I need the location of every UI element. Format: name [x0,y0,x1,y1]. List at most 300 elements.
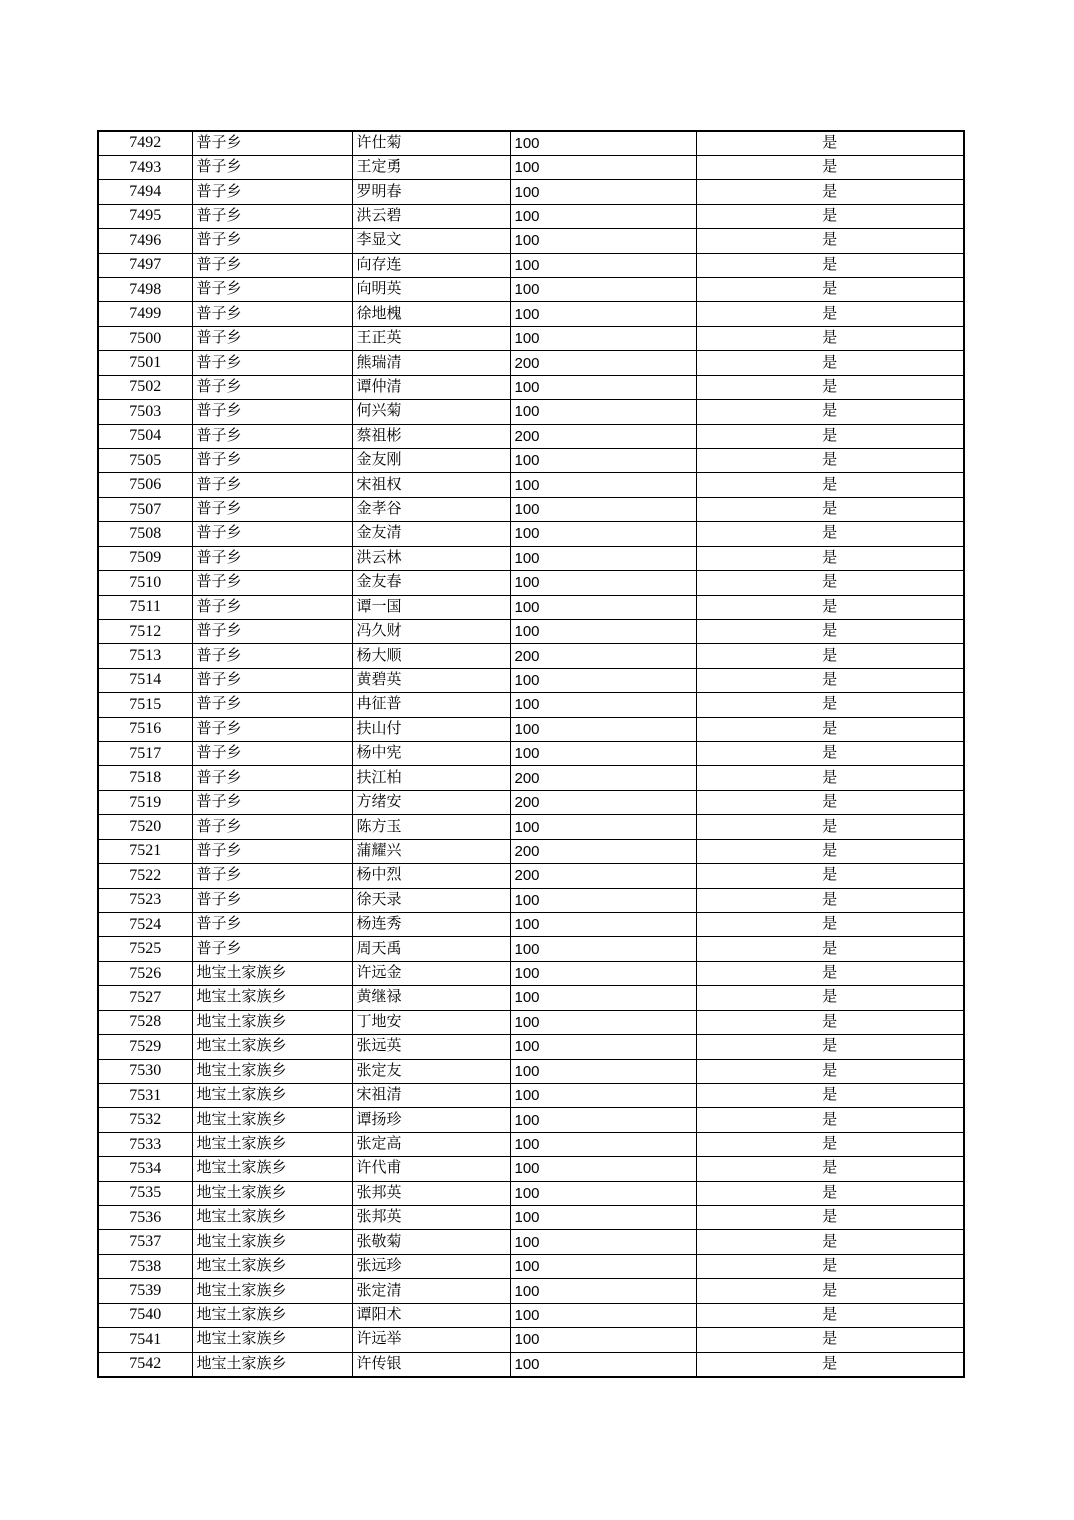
table-row [98,888,964,912]
confirmed-flag-cell: 是 [696,619,964,643]
person-name-cell: 张敬菊 [352,1230,510,1254]
serial-number-cell: 7539 [98,1279,192,1303]
confirmed-flag-cell: 是 [696,595,964,619]
table-row [98,424,964,448]
amount-cell: 100 [510,1279,696,1303]
person-name-cell: 谭阳术 [352,1303,510,1327]
confirmed-flag-cell: 是 [696,1230,964,1254]
serial-number-cell: 7508 [98,522,192,546]
person-name-cell: 徐天录 [352,888,510,912]
serial-number-cell: 7536 [98,1206,192,1230]
township-cell: 地宝土家族乡 [192,1181,352,1205]
table-row [98,644,964,668]
confirmed-flag-cell: 是 [696,1303,964,1327]
amount-cell: 100 [510,986,696,1010]
township-cell: 普子乡 [192,888,352,912]
confirmed-flag-cell: 是 [696,668,964,692]
person-name-cell: 谭一国 [352,595,510,619]
township-cell: 普子乡 [192,571,352,595]
person-name-cell: 张定友 [352,1059,510,1083]
serial-number-cell: 7511 [98,595,192,619]
amount-cell: 100 [510,1035,696,1059]
serial-number-cell: 7495 [98,204,192,228]
serial-number-cell: 7516 [98,717,192,741]
confirmed-flag-cell: 是 [696,1254,964,1278]
confirmed-flag-cell: 是 [696,693,964,717]
person-name-cell: 张定清 [352,1279,510,1303]
amount-cell: 200 [510,864,696,888]
serial-number-cell: 7496 [98,229,192,253]
township-cell: 普子乡 [192,742,352,766]
amount-cell: 100 [510,400,696,424]
person-name-cell: 扶江柏 [352,766,510,790]
township-cell: 地宝土家族乡 [192,1157,352,1181]
serial-number-cell: 7501 [98,351,192,375]
person-name-cell: 张邦英 [352,1206,510,1230]
person-name-cell: 陈方玉 [352,815,510,839]
amount-cell: 100 [510,302,696,326]
table-row [98,1010,964,1034]
township-cell: 普子乡 [192,937,352,961]
township-cell: 普子乡 [192,253,352,277]
table-row [98,229,964,253]
confirmed-flag-cell: 是 [696,961,964,985]
amount-cell: 100 [510,693,696,717]
confirmed-flag-cell: 是 [696,1059,964,1083]
confirmed-flag-cell: 是 [696,1181,964,1205]
person-name-cell: 宋祖权 [352,473,510,497]
confirmed-flag-cell: 是 [696,155,964,179]
confirmed-flag-cell: 是 [696,644,964,668]
confirmed-flag-cell: 是 [696,497,964,521]
amount-cell: 100 [510,180,696,204]
township-cell: 普子乡 [192,839,352,863]
amount-cell: 100 [510,717,696,741]
serial-number-cell: 7497 [98,253,192,277]
township-cell: 普子乡 [192,864,352,888]
township-cell: 普子乡 [192,790,352,814]
person-name-cell: 许传银 [352,1352,510,1377]
table-row [98,522,964,546]
amount-cell: 100 [510,888,696,912]
serial-number-cell: 7541 [98,1328,192,1352]
serial-number-cell: 7538 [98,1254,192,1278]
confirmed-flag-cell: 是 [696,1206,964,1230]
confirmed-flag-cell: 是 [696,864,964,888]
confirmed-flag-cell: 是 [696,717,964,741]
table-row [98,717,964,741]
confirmed-flag-cell: 是 [696,888,964,912]
serial-number-cell: 7526 [98,961,192,985]
table-row [98,1328,964,1352]
serial-number-cell: 7512 [98,619,192,643]
township-cell: 地宝土家族乡 [192,1352,352,1377]
confirmed-flag-cell: 是 [696,351,964,375]
serial-number-cell: 7503 [98,400,192,424]
person-name-cell: 扶山付 [352,717,510,741]
table-row [98,497,964,521]
amount-cell: 100 [510,619,696,643]
person-name-cell: 蒲耀兴 [352,839,510,863]
person-name-cell: 黄碧英 [352,668,510,692]
table-row [98,961,964,985]
amount-cell: 100 [510,155,696,179]
confirmed-flag-cell: 是 [696,1010,964,1034]
township-cell: 地宝土家族乡 [192,1254,352,1278]
person-name-cell: 宋祖清 [352,1083,510,1107]
confirmed-flag-cell: 是 [696,448,964,472]
township-cell: 地宝土家族乡 [192,1206,352,1230]
table-row [98,1303,964,1327]
table-row [98,302,964,326]
township-cell: 地宝土家族乡 [192,986,352,1010]
confirmed-flag-cell: 是 [696,253,964,277]
serial-number-cell: 7517 [98,742,192,766]
serial-number-cell: 7528 [98,1010,192,1034]
serial-number-cell: 7507 [98,497,192,521]
person-name-cell: 向存连 [352,253,510,277]
amount-cell: 100 [510,448,696,472]
serial-number-cell: 7537 [98,1230,192,1254]
serial-number-cell: 7524 [98,913,192,937]
person-name-cell: 金友刚 [352,448,510,472]
table-row [98,571,964,595]
amount-cell: 100 [510,326,696,350]
amount-cell: 100 [510,1254,696,1278]
table-row [98,1279,964,1303]
serial-number-cell: 7532 [98,1108,192,1132]
confirmed-flag-cell: 是 [696,278,964,302]
amount-cell: 100 [510,1181,696,1205]
table-row [98,155,964,179]
serial-number-cell: 7502 [98,375,192,399]
amount-cell: 100 [510,1059,696,1083]
confirmed-flag-cell: 是 [696,1132,964,1156]
table-row [98,546,964,570]
amount-cell: 100 [510,571,696,595]
records-table-body [98,131,964,1377]
amount-cell: 100 [510,1230,696,1254]
table-row [98,1230,964,1254]
serial-number-cell: 7499 [98,302,192,326]
table-row [98,326,964,350]
serial-number-cell: 7525 [98,937,192,961]
person-name-cell: 杨中宪 [352,742,510,766]
confirmed-flag-cell: 是 [696,326,964,350]
serial-number-cell: 7520 [98,815,192,839]
township-cell: 普子乡 [192,424,352,448]
confirmed-flag-cell: 是 [696,375,964,399]
confirmed-flag-cell: 是 [696,229,964,253]
township-cell: 普子乡 [192,180,352,204]
records-table [97,130,965,1378]
person-name-cell: 许远金 [352,961,510,985]
township-cell: 普子乡 [192,693,352,717]
amount-cell: 200 [510,644,696,668]
table-row [98,619,964,643]
person-name-cell: 王正英 [352,326,510,350]
confirmed-flag-cell: 是 [696,302,964,326]
township-cell: 地宝土家族乡 [192,1132,352,1156]
township-cell: 普子乡 [192,131,352,155]
township-cell: 普子乡 [192,717,352,741]
township-cell: 地宝土家族乡 [192,1035,352,1059]
amount-cell: 100 [510,1157,696,1181]
serial-number-cell: 7529 [98,1035,192,1059]
serial-number-cell: 7522 [98,864,192,888]
amount-cell: 100 [510,1303,696,1327]
township-cell: 普子乡 [192,497,352,521]
amount-cell: 100 [510,253,696,277]
serial-number-cell: 7518 [98,766,192,790]
person-name-cell: 金友清 [352,522,510,546]
amount-cell: 100 [510,473,696,497]
township-cell: 普子乡 [192,351,352,375]
amount-cell: 100 [510,375,696,399]
table-row [98,668,964,692]
serial-number-cell: 7515 [98,693,192,717]
township-cell: 普子乡 [192,155,352,179]
table-row [98,1352,964,1377]
township-cell: 地宝土家族乡 [192,1279,352,1303]
person-name-cell: 许代甫 [352,1157,510,1181]
person-name-cell: 王定勇 [352,155,510,179]
confirmed-flag-cell: 是 [696,1083,964,1107]
serial-number-cell: 7504 [98,424,192,448]
amount-cell: 100 [510,742,696,766]
township-cell: 普子乡 [192,619,352,643]
serial-number-cell: 7500 [98,326,192,350]
confirmed-flag-cell: 是 [696,571,964,595]
serial-number-cell: 7542 [98,1352,192,1377]
table-row [98,913,964,937]
confirmed-flag-cell: 是 [696,766,964,790]
amount-cell: 200 [510,790,696,814]
amount-cell: 100 [510,668,696,692]
table-row [98,815,964,839]
confirmed-flag-cell: 是 [696,790,964,814]
amount-cell: 100 [510,1132,696,1156]
serial-number-cell: 7492 [98,131,192,155]
person-name-cell: 冯久财 [352,619,510,643]
township-cell: 普子乡 [192,204,352,228]
amount-cell: 100 [510,1108,696,1132]
amount-cell: 100 [510,204,696,228]
table-row [98,351,964,375]
table-row [98,1254,964,1278]
serial-number-cell: 7519 [98,790,192,814]
amount-cell: 100 [510,546,696,570]
confirmed-flag-cell: 是 [696,131,964,155]
person-name-cell: 何兴菊 [352,400,510,424]
township-cell: 普子乡 [192,473,352,497]
township-cell: 地宝土家族乡 [192,1230,352,1254]
serial-number-cell: 7513 [98,644,192,668]
serial-number-cell: 7493 [98,155,192,179]
table-row [98,253,964,277]
serial-number-cell: 7540 [98,1303,192,1327]
confirmed-flag-cell: 是 [696,522,964,546]
person-name-cell: 杨中烈 [352,864,510,888]
table-row [98,1059,964,1083]
confirmed-flag-cell: 是 [696,204,964,228]
confirmed-flag-cell: 是 [696,937,964,961]
person-name-cell: 方绪安 [352,790,510,814]
amount-cell: 100 [510,131,696,155]
confirmed-flag-cell: 是 [696,546,964,570]
table-row [98,131,964,155]
table-row [98,766,964,790]
township-cell: 普子乡 [192,522,352,546]
person-name-cell: 张邦英 [352,1181,510,1205]
township-cell: 普子乡 [192,326,352,350]
confirmed-flag-cell: 是 [696,913,964,937]
person-name-cell: 洪云碧 [352,204,510,228]
confirmed-flag-cell: 是 [696,1352,964,1377]
table-row [98,864,964,888]
amount-cell: 100 [510,961,696,985]
serial-number-cell: 7523 [98,888,192,912]
person-name-cell: 杨大顺 [352,644,510,668]
table-row [98,400,964,424]
township-cell: 普子乡 [192,400,352,424]
person-name-cell: 许远举 [352,1328,510,1352]
serial-number-cell: 7533 [98,1132,192,1156]
table-row [98,1108,964,1132]
amount-cell: 100 [510,522,696,546]
person-name-cell: 金友春 [352,571,510,595]
table-row [98,937,964,961]
table-row [98,693,964,717]
serial-number-cell: 7531 [98,1083,192,1107]
serial-number-cell: 7509 [98,546,192,570]
township-cell: 地宝土家族乡 [192,961,352,985]
confirmed-flag-cell: 是 [696,815,964,839]
township-cell: 普子乡 [192,546,352,570]
amount-cell: 100 [510,1010,696,1034]
person-name-cell: 金孝谷 [352,497,510,521]
table-row [98,375,964,399]
confirmed-flag-cell: 是 [696,1035,964,1059]
person-name-cell: 冉征普 [352,693,510,717]
person-name-cell: 张远珍 [352,1254,510,1278]
serial-number-cell: 7530 [98,1059,192,1083]
amount-cell: 100 [510,497,696,521]
table-row [98,473,964,497]
township-cell: 普子乡 [192,913,352,937]
township-cell: 普子乡 [192,668,352,692]
amount-cell: 100 [510,1352,696,1377]
confirmed-flag-cell: 是 [696,180,964,204]
table-row [98,839,964,863]
serial-number-cell: 7494 [98,180,192,204]
township-cell: 普子乡 [192,278,352,302]
amount-cell: 100 [510,595,696,619]
person-name-cell: 丁地安 [352,1010,510,1034]
amount-cell: 200 [510,351,696,375]
table-row [98,1206,964,1230]
amount-cell: 100 [510,278,696,302]
township-cell: 地宝土家族乡 [192,1059,352,1083]
confirmed-flag-cell: 是 [696,1328,964,1352]
confirmed-flag-cell: 是 [696,400,964,424]
person-name-cell: 向明英 [352,278,510,302]
township-cell: 地宝土家族乡 [192,1010,352,1034]
township-cell: 地宝土家族乡 [192,1328,352,1352]
serial-number-cell: 7506 [98,473,192,497]
serial-number-cell: 7521 [98,839,192,863]
confirmed-flag-cell: 是 [696,986,964,1010]
table-row [98,742,964,766]
amount-cell: 200 [510,839,696,863]
township-cell: 普子乡 [192,448,352,472]
table-row [98,448,964,472]
amount-cell: 100 [510,815,696,839]
township-cell: 地宝土家族乡 [192,1083,352,1107]
township-cell: 普子乡 [192,229,352,253]
person-name-cell: 张远英 [352,1035,510,1059]
township-cell: 普子乡 [192,375,352,399]
table-row [98,790,964,814]
confirmed-flag-cell: 是 [696,473,964,497]
table-row [98,1083,964,1107]
person-name-cell: 杨连秀 [352,913,510,937]
person-name-cell: 谭仲清 [352,375,510,399]
amount-cell: 200 [510,424,696,448]
township-cell: 地宝土家族乡 [192,1108,352,1132]
table-row [98,986,964,1010]
amount-cell: 100 [510,913,696,937]
confirmed-flag-cell: 是 [696,424,964,448]
amount-cell: 200 [510,766,696,790]
table-row [98,595,964,619]
person-name-cell: 李显文 [352,229,510,253]
amount-cell: 100 [510,1083,696,1107]
serial-number-cell: 7535 [98,1181,192,1205]
serial-number-cell: 7527 [98,986,192,1010]
person-name-cell: 蔡祖彬 [352,424,510,448]
confirmed-flag-cell: 是 [696,1108,964,1132]
person-name-cell: 许仕菊 [352,131,510,155]
person-name-cell: 周天禹 [352,937,510,961]
confirmed-flag-cell: 是 [696,1279,964,1303]
amount-cell: 100 [510,1328,696,1352]
table-row [98,278,964,302]
amount-cell: 100 [510,937,696,961]
table-row [98,1181,964,1205]
person-name-cell: 熊瑞清 [352,351,510,375]
serial-number-cell: 7505 [98,448,192,472]
township-cell: 普子乡 [192,766,352,790]
person-name-cell: 洪云林 [352,546,510,570]
township-cell: 普子乡 [192,644,352,668]
confirmed-flag-cell: 是 [696,839,964,863]
person-name-cell: 谭扬珍 [352,1108,510,1132]
person-name-cell: 罗明春 [352,180,510,204]
person-name-cell: 黄继禄 [352,986,510,1010]
serial-number-cell: 7514 [98,668,192,692]
serial-number-cell: 7534 [98,1157,192,1181]
serial-number-cell: 7510 [98,571,192,595]
amount-cell: 100 [510,1206,696,1230]
table-row [98,180,964,204]
township-cell: 地宝土家族乡 [192,1303,352,1327]
person-name-cell: 张定高 [352,1132,510,1156]
confirmed-flag-cell: 是 [696,742,964,766]
person-name-cell: 徐地槐 [352,302,510,326]
township-cell: 普子乡 [192,302,352,326]
confirmed-flag-cell: 是 [696,1157,964,1181]
